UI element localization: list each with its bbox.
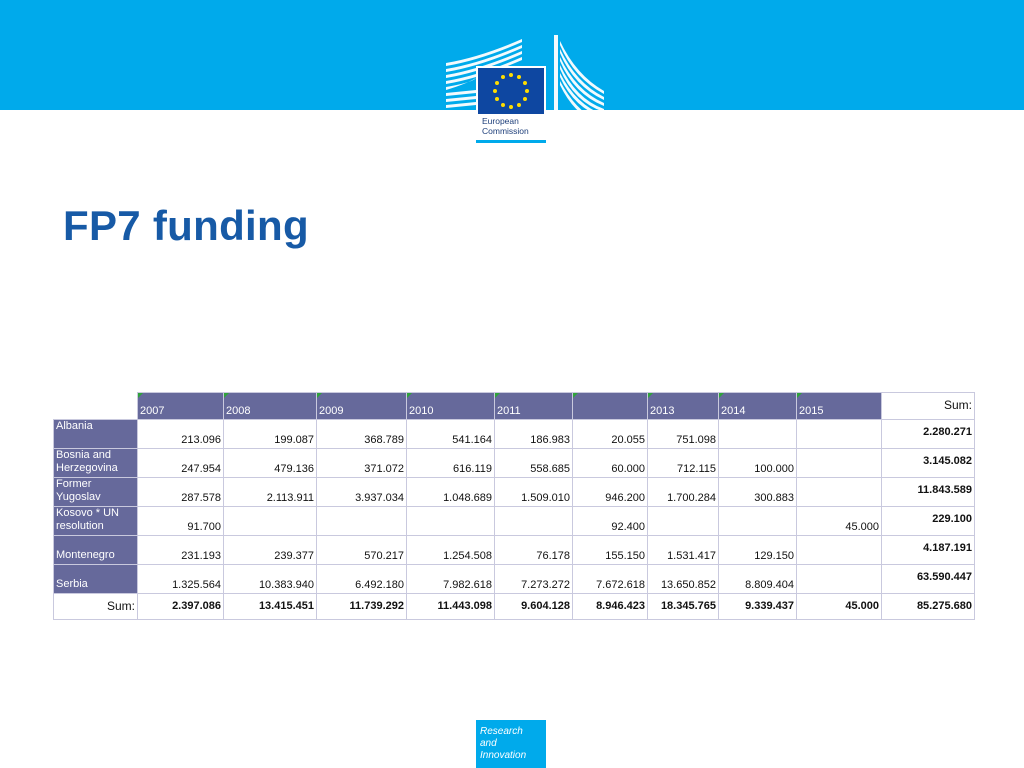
country-line: Montenegro [56, 549, 115, 561]
value-cell: 60.000 [573, 449, 648, 478]
value-cell [797, 420, 882, 449]
row-total: 11.843.589 [882, 478, 975, 507]
value-cell: 155.150 [573, 536, 648, 565]
logo-line-2: Commission [482, 126, 529, 136]
row-total: 229.100 [882, 507, 975, 536]
country-line: Herzegovina [56, 462, 118, 474]
logo-line-1: European [482, 116, 519, 126]
header-year: 2007 [138, 393, 224, 420]
header-year: 2008 [224, 393, 317, 420]
sum-cell: 13.415.451 [224, 594, 317, 620]
header-corner [54, 393, 138, 420]
sum-cell: 11.443.098 [407, 594, 495, 620]
country-cell [54, 449, 138, 478]
value-cell: 2.113.911 [224, 478, 317, 507]
sum-cell: 18.345.765 [648, 594, 719, 620]
value-cell: 20.055 [573, 420, 648, 449]
country-line: Yugoslav [56, 491, 101, 503]
value-cell: 1.325.564 [138, 565, 224, 594]
logo-accent-bar [476, 140, 546, 143]
table-row [54, 565, 975, 594]
footer-line-2: Innovation [480, 750, 527, 761]
table-row [54, 449, 975, 478]
footer-line-1: Research and [480, 726, 523, 749]
value-cell [797, 565, 882, 594]
value-cell: 92.400 [573, 507, 648, 536]
value-cell: 100.000 [719, 449, 797, 478]
value-cell: 45.000 [797, 507, 882, 536]
header-year: 2009 [317, 393, 407, 420]
table-row [54, 420, 975, 449]
country-cell [54, 536, 138, 565]
value-cell: 1.700.284 [648, 478, 719, 507]
value-cell: 300.883 [719, 478, 797, 507]
value-cell: 616.119 [407, 449, 495, 478]
row-total: 3.145.082 [882, 449, 975, 478]
row-total: 63.590.447 [882, 565, 975, 594]
sum-cell: 2.397.086 [138, 594, 224, 620]
value-cell: 186.983 [495, 420, 573, 449]
grand-total: 85.275.680 [882, 594, 975, 620]
value-cell [317, 507, 407, 536]
country-line: Kosovo * UN [56, 507, 119, 519]
research-innovation-badge [476, 720, 546, 768]
funding-table [53, 392, 975, 620]
value-cell: 712.115 [648, 449, 719, 478]
country-cell [54, 478, 138, 507]
page-title: FP7 funding [63, 202, 309, 249]
value-cell: 371.072 [317, 449, 407, 478]
header-year: 2011 [495, 393, 573, 420]
country-cell [54, 507, 138, 536]
value-cell: 213.096 [138, 420, 224, 449]
european-commission-logo [446, 35, 604, 147]
value-cell: 247.954 [138, 449, 224, 478]
value-cell: 287.578 [138, 478, 224, 507]
value-cell: 1.048.689 [407, 478, 495, 507]
sum-cell: 9.339.437 [719, 594, 797, 620]
table-row [54, 536, 975, 565]
table-body [54, 420, 975, 594]
value-cell: 946.200 [573, 478, 648, 507]
value-cell: 1.509.010 [495, 478, 573, 507]
value-cell: 1.254.508 [407, 536, 495, 565]
value-cell [719, 507, 797, 536]
logo-wordmark [482, 116, 548, 136]
row-total: 4.187.191 [882, 536, 975, 565]
table-row [54, 507, 975, 536]
value-cell [495, 507, 573, 536]
sum-cell: 45.000 [797, 594, 882, 620]
value-cell: 558.685 [495, 449, 573, 478]
value-cell: 91.700 [138, 507, 224, 536]
value-cell: 7.273.272 [495, 565, 573, 594]
table-row [54, 478, 975, 507]
value-cell: 541.164 [407, 420, 495, 449]
header-year: 2013 [648, 393, 719, 420]
header-row [54, 393, 975, 420]
eu-flag-icon [478, 68, 544, 114]
value-cell: 231.193 [138, 536, 224, 565]
country-line [56, 433, 135, 446]
sum-label: Sum: [54, 594, 138, 620]
value-cell [797, 449, 882, 478]
value-cell: 570.217 [317, 536, 407, 565]
value-cell [407, 507, 495, 536]
value-cell: 13.650.852 [648, 565, 719, 594]
value-cell: 239.377 [224, 536, 317, 565]
value-cell: 129.150 [719, 536, 797, 565]
value-cell [797, 536, 882, 565]
value-cell [648, 507, 719, 536]
country-cell [54, 565, 138, 594]
country-cell [54, 420, 138, 449]
value-cell: 751.098 [648, 420, 719, 449]
country-line: Albania [56, 420, 93, 432]
country-line [56, 565, 135, 578]
value-cell: 199.087 [224, 420, 317, 449]
value-cell: 1.531.417 [648, 536, 719, 565]
header-year: 2010 [407, 393, 495, 420]
value-cell: 6.492.180 [317, 565, 407, 594]
value-cell: 7.672.618 [573, 565, 648, 594]
value-cell [797, 478, 882, 507]
country-line: Former [56, 478, 92, 490]
sum-cell: 8.946.423 [573, 594, 648, 620]
sum-row [54, 594, 975, 620]
sum-cell: 11.739.292 [317, 594, 407, 620]
value-cell: 10.383.940 [224, 565, 317, 594]
value-cell: 7.982.618 [407, 565, 495, 594]
row-total: 2.280.271 [882, 420, 975, 449]
country-line: Bosnia and [56, 449, 112, 461]
sum-cell: 9.604.128 [495, 594, 573, 620]
country-line: resolution [56, 520, 104, 532]
value-cell: 3.937.034 [317, 478, 407, 507]
value-cell [719, 420, 797, 449]
value-cell: 76.178 [495, 536, 573, 565]
country-line: Serbia [56, 578, 88, 590]
header-year: 2014 [719, 393, 797, 420]
header-year [573, 393, 648, 420]
country-line [56, 536, 135, 549]
header-sum: Sum: [882, 393, 975, 420]
value-cell: 8.809.404 [719, 565, 797, 594]
value-cell: 479.136 [224, 449, 317, 478]
header-year: 2015 [797, 393, 882, 420]
value-cell: 368.789 [317, 420, 407, 449]
value-cell [224, 507, 317, 536]
